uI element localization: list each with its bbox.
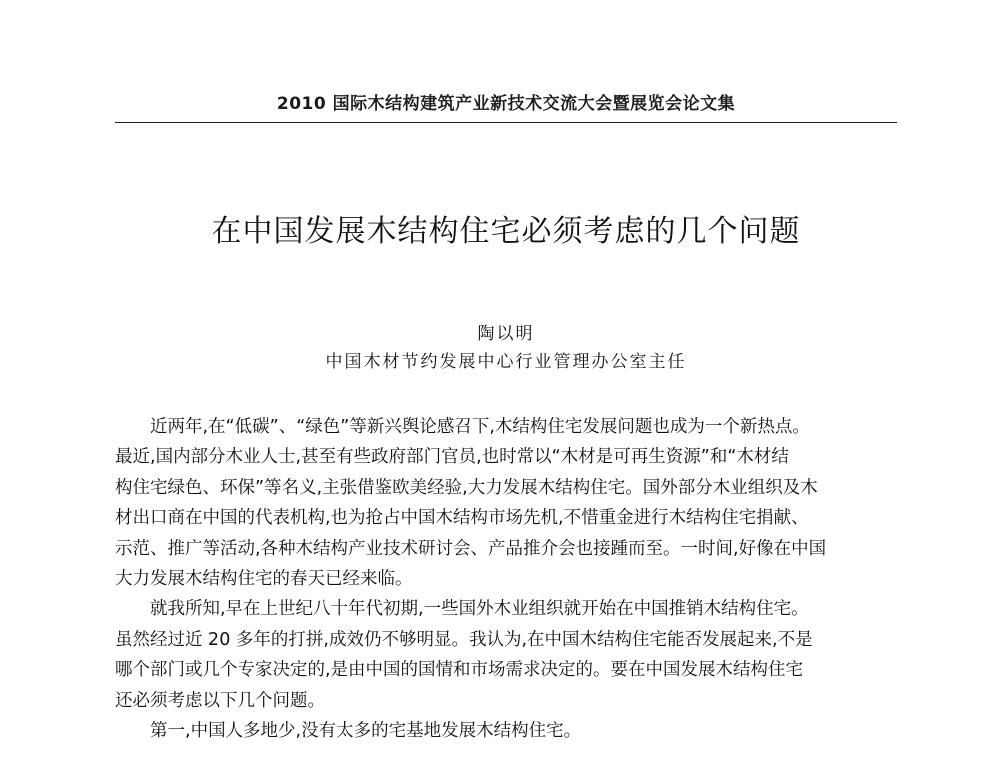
author-name: 陶以明: [477, 324, 535, 344]
paragraph-line: 示范、推广等活动,各种木结构产业技术研讨会、产品推介会也接踵而至。一时间,好像在中国: [115, 538, 827, 559]
paragraph-line: 最近,国内部分木业人士,甚至有些政府部门官员,也时常以“木材是可再生资源”和“木材结: [115, 447, 789, 468]
paragraph-line: 还必须考虑以下几个问题。: [115, 690, 325, 711]
paragraph-3: [115, 716, 899, 746]
paragraph-line: 第一,中国人多地少,没有太多的宅基地发展木结构住宅。: [150, 721, 582, 742]
paragraph-1: [115, 412, 899, 594]
paragraph-line: 哪个部门或几个专家决定的,是由中国的国情和市场需求决定的。要在中国发展木结构住宅: [115, 660, 804, 681]
running-header: 2010 国际木结构建筑产业新技术交流大会暨展览会论文集: [276, 94, 736, 114]
author-affiliation: 中国木材节约发展中心行业管理办公室主任: [325, 352, 687, 372]
paragraph-line: 虽然经过近 20 多年的打拼,成效仍不够明显。我认为,在中国木结构住宅能否发展起来,不是: [115, 629, 813, 650]
body-text: [115, 412, 899, 746]
paragraph-line: 近两年,在“低碳”、“绿色”等新兴舆论感召下,木结构住宅发展问题也成为一个新热点。: [150, 417, 810, 437]
paragraph-line: 构住宅绿色、环保”等名义,主张借鉴欧美经验,大力发展木结构住宅。国外部分木业组织及木: [115, 477, 818, 498]
paragraph-line: 大力发展木结构住宅的春天已经来临。: [115, 569, 413, 590]
paragraph-line: 材出口商在中国的代表机构,也为抢占中国木结构市场先机,不惜重金进行木结构住宅捐献、: [115, 508, 809, 529]
paragraph-2: [115, 594, 899, 716]
header-rule: [115, 122, 897, 123]
paper-title: 在中国发展木结构住宅必须考虑的几个问题: [211, 214, 801, 249]
paragraph-line: 就我所知,早在上世纪八十年代初期,一些国外木业组织就开始在中国推销木结构住宅。: [150, 599, 809, 620]
